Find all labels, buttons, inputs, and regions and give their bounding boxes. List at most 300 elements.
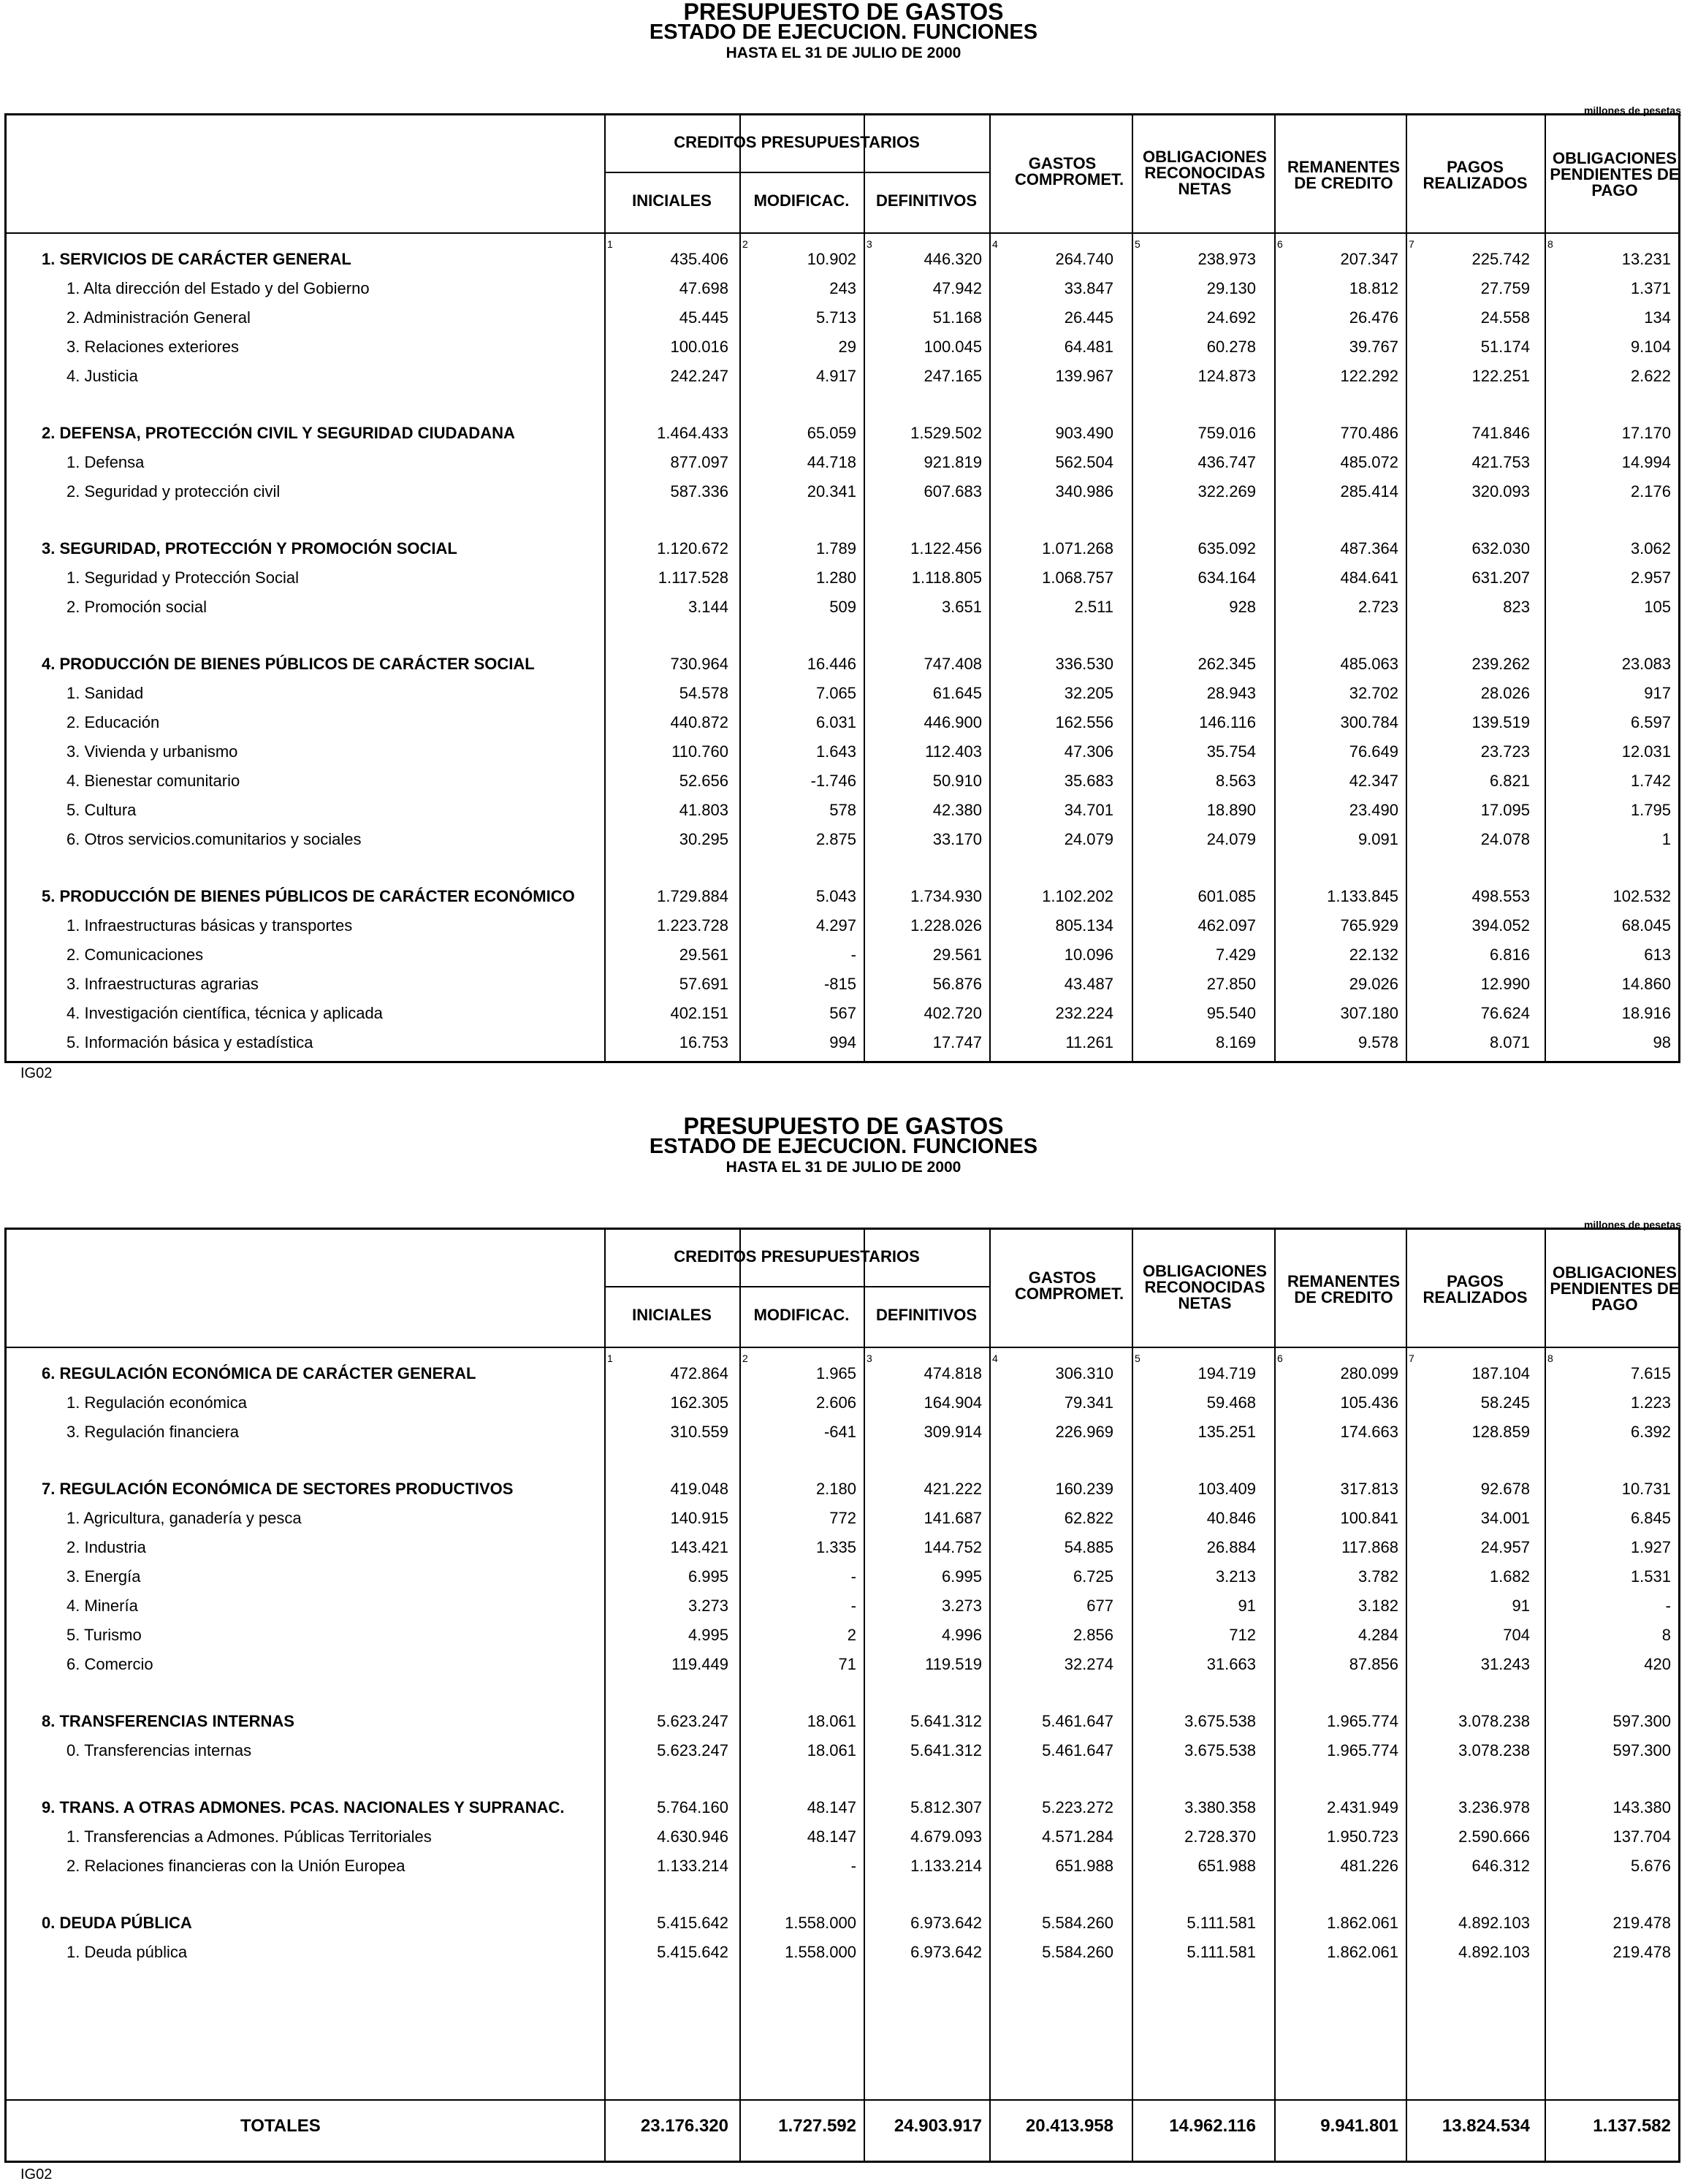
row-value: 2.431.949 — [1327, 1798, 1398, 1816]
row-value: 1.529.502 — [910, 424, 982, 442]
row-value: 42.380 — [932, 801, 982, 819]
row-value: 5.111.581 — [1187, 1943, 1256, 1961]
row-value: 119.519 — [925, 1655, 982, 1673]
col-number-3: 3 — [867, 1352, 872, 1364]
row-value: 52.656 — [679, 772, 728, 790]
row-value: 26.884 — [1206, 1538, 1256, 1556]
row-value: 6.821 — [1489, 772, 1530, 790]
table-row — [7, 684, 1678, 710]
row-value: 59.468 — [1206, 1393, 1256, 1412]
row-value: 1.071.268 — [1042, 539, 1113, 558]
row-value: 462.097 — [1197, 916, 1256, 935]
table-row — [7, 482, 1678, 509]
row-value: 562.504 — [1055, 453, 1113, 471]
table-row — [7, 1655, 1678, 1681]
row-value: 23.723 — [1480, 742, 1530, 761]
row-value: 1.643 — [815, 742, 856, 761]
col-number-1: 1 — [607, 238, 613, 250]
row-value: 310.559 — [670, 1423, 728, 1441]
row-value: 20.341 — [807, 482, 856, 501]
row-value: 3.782 — [1357, 1567, 1398, 1586]
row-value: 139.967 — [1055, 367, 1113, 385]
total-remanentes: 9.941.801 — [1320, 2116, 1398, 2136]
row-value: 1.965 — [815, 1364, 856, 1382]
row-value: 309.914 — [924, 1423, 982, 1441]
row-value: 635.092 — [1197, 539, 1256, 558]
row-value: 102.532 — [1612, 887, 1671, 905]
row-value: 242.247 — [670, 367, 728, 385]
row-value: 436.747 — [1197, 453, 1256, 471]
row-value: 420 — [1644, 1655, 1671, 1673]
page-2 — [0, 1114, 1687, 2184]
row-value: 39.767 — [1349, 338, 1398, 356]
table-row-group — [7, 1480, 1678, 1506]
row-value: 759.016 — [1197, 424, 1256, 442]
row-value: 2.590.666 — [1458, 1827, 1530, 1846]
page-date: HASTA EL 31 DE JULIO DE 2000 — [726, 1159, 961, 1176]
row-value: 14.994 — [1621, 453, 1671, 471]
row-value: 164.904 — [924, 1393, 982, 1412]
row-value: 1.223 — [1630, 1393, 1671, 1412]
row-value: 48.147 — [807, 1827, 856, 1846]
table-row — [7, 1423, 1678, 1449]
row-value: 419.048 — [670, 1480, 728, 1498]
row-label: 1. Deuda pública — [66, 1943, 188, 1961]
row-value: 5.223.272 — [1042, 1798, 1113, 1816]
row-value: 1.965.774 — [1327, 1712, 1398, 1730]
row-value: 4.892.103 — [1458, 1943, 1530, 1961]
header-creditos: CREDITOS PRESUPUESTARIOS — [674, 1247, 920, 1266]
row-value: 29.561 — [932, 945, 982, 964]
row-label: 9. TRANS. A OTRAS ADMONES. PCAS. NACIONALES Y SUPRANAC. — [42, 1798, 565, 1816]
row-label: 1. Seguridad y Protección Social — [66, 568, 299, 587]
table-row — [7, 742, 1678, 769]
row-value: 651.988 — [1055, 1857, 1113, 1875]
row-value: 4.917 — [815, 367, 856, 385]
row-value: 704 — [1503, 1626, 1530, 1644]
header-pendientes: OBLIGACIONES PENDIENTES DE PAGO — [1550, 149, 1680, 199]
row-value: 10.096 — [1064, 945, 1113, 964]
row-value: 6.597 — [1630, 713, 1671, 731]
row-value: 4.995 — [688, 1626, 728, 1644]
table-row — [7, 1597, 1678, 1623]
row-value: 18.916 — [1621, 1004, 1671, 1022]
row-value: 3.182 — [1357, 1597, 1398, 1615]
row-value: 394.052 — [1471, 916, 1530, 935]
row-value: 5.415.642 — [657, 1943, 728, 1961]
row-value: - — [850, 1857, 856, 1875]
table-row-group — [7, 1798, 1678, 1825]
row-value: 903.490 — [1055, 424, 1113, 442]
row-value: 1.102.202 — [1042, 887, 1113, 905]
row-value: 3.675.538 — [1184, 1712, 1256, 1730]
row-value: 402.720 — [924, 1004, 982, 1022]
row-value: 28.026 — [1480, 684, 1530, 702]
row-value: 100.841 — [1340, 1509, 1398, 1527]
row-value: 435.406 — [670, 250, 728, 268]
table-row-group — [7, 1914, 1678, 1940]
header-obligaciones: OBLIGACIONES RECONOCIDAS NETAS — [1143, 1262, 1267, 1312]
row-label: 1. Alta dirección del Estado y del Gobierno — [66, 279, 370, 297]
row-value: 143.380 — [1612, 1798, 1671, 1816]
row-label: 3. Relaciones exteriores — [66, 338, 240, 356]
page-date: HASTA EL 31 DE JULIO DE 2000 — [726, 45, 961, 61]
table-row — [7, 801, 1678, 827]
row-value: 597.300 — [1612, 1712, 1671, 1730]
row-value: 124.873 — [1197, 367, 1256, 385]
row-value: 1.133.214 — [657, 1857, 728, 1875]
row-value: 44.718 — [807, 453, 856, 471]
row-value: 103.409 — [1197, 1480, 1256, 1498]
row-value: 1.729.884 — [657, 887, 728, 905]
row-value: 421.753 — [1471, 453, 1530, 471]
row-value: 141.687 — [924, 1509, 982, 1527]
row-value: 207.347 — [1340, 250, 1398, 268]
totals-label: TOTALES — [240, 2116, 321, 2136]
table-row — [7, 1033, 1678, 1059]
table-row — [7, 975, 1678, 1001]
row-label: 4. Investigación científica, técnica y aplicada — [66, 1004, 383, 1022]
row-value: 29.026 — [1349, 975, 1398, 993]
row-value: 1.950.723 — [1327, 1827, 1398, 1846]
row-value: 98 — [1653, 1033, 1671, 1051]
page-title: PRESUPUESTO DE GASTOS — [683, 1113, 1004, 1139]
row-label: 1. Agricultura, ganadería y pesca — [66, 1509, 302, 1527]
row-value: 1.862.061 — [1327, 1943, 1398, 1961]
row-label: 2. Relaciones financieras con la Unión Europea — [66, 1857, 405, 1875]
row-value: -1.746 — [810, 772, 856, 790]
table-row — [7, 453, 1678, 479]
row-value: 112.403 — [925, 742, 982, 761]
col-number-4: 4 — [992, 1352, 998, 1364]
row-value: 6.973.642 — [910, 1914, 982, 1932]
row-label: 2. Seguridad y protección civil — [66, 482, 281, 501]
row-value: 6.392 — [1630, 1423, 1671, 1441]
row-value: 8.071 — [1489, 1033, 1530, 1051]
row-value: 187.104 — [1471, 1364, 1530, 1382]
row-value: 1.789 — [815, 539, 856, 558]
header-pagos: PAGOS REALIZADOS — [1423, 158, 1528, 192]
row-value: 805.134 — [1055, 916, 1113, 935]
row-value: 8 — [1661, 1626, 1671, 1644]
table-row-group — [7, 424, 1678, 450]
row-value: 1.120.672 — [657, 539, 728, 558]
row-value: 27.850 — [1206, 975, 1256, 993]
table-row — [7, 1567, 1678, 1594]
row-value: 730.964 — [670, 655, 728, 673]
row-value: 12.031 — [1621, 742, 1671, 761]
header-iniciales: INICIALES — [632, 191, 712, 210]
row-value: 3.062 — [1630, 539, 1671, 558]
row-value: 32.205 — [1064, 684, 1113, 702]
row-value: 134 — [1644, 308, 1671, 327]
row-value: 474.818 — [924, 1364, 982, 1382]
row-value: -815 — [823, 975, 856, 993]
row-value: 23.083 — [1621, 655, 1671, 673]
row-value: 4.571.284 — [1042, 1827, 1113, 1846]
total-pendientes: 1.137.582 — [1593, 2116, 1671, 2136]
row-value: 35.754 — [1206, 742, 1256, 761]
row-value: 24.078 — [1480, 830, 1530, 848]
row-value: 1.531 — [1630, 1567, 1671, 1586]
row-value: 238.973 — [1197, 250, 1256, 268]
row-value: 17.747 — [932, 1033, 982, 1051]
row-value: 1.927 — [1630, 1538, 1671, 1556]
row-label: 3. SEGURIDAD, PROTECCIÓN Y PROMOCIÓN SOCIAL — [42, 539, 457, 558]
row-value: 877.097 — [670, 453, 728, 471]
row-value: 3.078.238 — [1458, 1741, 1530, 1759]
row-value: 6.995 — [688, 1567, 728, 1586]
table-row-group — [7, 250, 1678, 276]
row-label: 3. Vivienda y urbanismo — [66, 742, 238, 761]
total-pagos: 13.824.534 — [1442, 2116, 1530, 2136]
row-value: 1.862.061 — [1327, 1914, 1398, 1932]
row-value: 26.476 — [1349, 308, 1398, 327]
col-number-3: 3 — [867, 238, 872, 250]
row-value: 3.144 — [688, 598, 728, 616]
row-value: 631.207 — [1471, 568, 1530, 587]
row-value: 487.364 — [1340, 539, 1398, 558]
row-value: 16.753 — [679, 1033, 728, 1051]
row-value: 765.929 — [1340, 916, 1398, 935]
row-value: 1.117.528 — [658, 568, 728, 587]
table-row — [7, 1943, 1678, 1969]
row-value: 51.168 — [932, 308, 982, 327]
row-value: 29.130 — [1206, 279, 1256, 297]
col-number-5: 5 — [1135, 238, 1140, 250]
row-value: 4.892.103 — [1458, 1914, 1530, 1932]
col-number-2: 2 — [742, 238, 748, 250]
row-value: 1.133.845 — [1327, 887, 1398, 905]
row-label: 2. Comunicaciones — [66, 945, 204, 964]
row-value: 5.812.307 — [910, 1798, 982, 1816]
row-value: 32.702 — [1349, 684, 1398, 702]
row-value: 10.731 — [1621, 1480, 1671, 1498]
row-value: 58.245 — [1480, 1393, 1530, 1412]
col-number-6: 6 — [1277, 1352, 1283, 1364]
footer-code: IG02 — [20, 1065, 53, 1081]
row-value: 1.371 — [1630, 279, 1671, 297]
row-value: 5.584.260 — [1042, 1943, 1113, 1961]
row-label: 4. PRODUCCIÓN DE BIENES PÚBLICOS DE CARÁCTER SOCIAL — [42, 655, 535, 673]
row-value: 2.957 — [1630, 568, 1671, 587]
total-gastos: 20.413.958 — [1025, 2116, 1113, 2136]
row-value: 47.698 — [679, 279, 728, 297]
table-row — [7, 772, 1678, 798]
row-label: 1. Transferencias a Admones. Públicas Territoriales — [66, 1827, 432, 1846]
header-definitivos: DEFINITIVOS — [875, 191, 978, 210]
row-value: 1.682 — [1489, 1567, 1530, 1586]
row-value: 28.943 — [1206, 684, 1256, 702]
row-value: 3.273 — [941, 1597, 982, 1615]
row-value: 135.251 — [1197, 1423, 1256, 1441]
table-row-group — [7, 887, 1678, 913]
row-value: 226.969 — [1055, 1423, 1113, 1441]
row-value: 139.519 — [1471, 713, 1530, 731]
row-label: 4. Bienestar comunitario — [66, 772, 240, 790]
row-value: 91 — [1238, 1597, 1256, 1615]
row-value: 14.860 — [1621, 975, 1671, 993]
row-value: 928 — [1229, 598, 1256, 616]
row-value: 143.421 — [670, 1538, 728, 1556]
row-value: 51.174 — [1480, 338, 1530, 356]
row-value: 174.663 — [1340, 1423, 1398, 1441]
units-label: millones de pesetas — [1583, 1219, 1681, 1230]
table-row — [7, 830, 1678, 856]
header-creditos: CREDITOS PRESUPUESTARIOS — [674, 133, 920, 151]
row-value: 9.578 — [1357, 1033, 1398, 1051]
row-value: 45.445 — [679, 308, 728, 327]
row-value: 5.641.312 — [910, 1712, 982, 1730]
table-row — [7, 1857, 1678, 1883]
row-value: 35.683 — [1064, 772, 1113, 790]
row-value: 484.641 — [1340, 568, 1398, 587]
total-iniciales: 23.176.320 — [640, 2116, 728, 2136]
row-value: 40.846 — [1206, 1509, 1256, 1527]
row-value: 194.719 — [1197, 1364, 1256, 1382]
row-value: 597.300 — [1612, 1741, 1671, 1759]
header-gastos: GASTOS COMPROMET. — [1015, 1268, 1124, 1303]
row-value: 651.988 — [1197, 1857, 1256, 1875]
row-value: 17.170 — [1621, 424, 1671, 442]
row-label: 0. DEUDA PÚBLICA — [42, 1914, 192, 1932]
row-value: 12.990 — [1480, 975, 1530, 993]
row-value: 18.061 — [807, 1741, 856, 1759]
row-value: 587.336 — [670, 482, 728, 501]
row-value: 146.116 — [1199, 713, 1256, 731]
row-value: 772 — [829, 1509, 856, 1527]
page-title: PRESUPUESTO DE GASTOS — [683, 0, 1004, 25]
row-value: 646.312 — [1471, 1857, 1530, 1875]
row-label: 6. Otros servicios.comunitarios y sociales — [66, 830, 362, 848]
row-value: 1.118.805 — [911, 568, 982, 587]
row-value: 225.742 — [1471, 250, 1530, 268]
row-value: 128.859 — [1471, 1423, 1530, 1441]
row-value: - — [850, 1567, 856, 1586]
row-value: 2.511 — [1074, 598, 1113, 616]
header-definitivos: DEFINITIVOS — [875, 1306, 978, 1324]
table-row — [7, 1827, 1678, 1854]
row-value: 264.740 — [1055, 250, 1113, 268]
row-value: 3.380.358 — [1184, 1798, 1256, 1816]
table-row — [7, 308, 1678, 335]
table-row — [7, 598, 1678, 624]
row-value: 76.624 — [1480, 1004, 1530, 1022]
row-value: 60.278 — [1206, 338, 1256, 356]
row-value: 336.530 — [1055, 655, 1113, 673]
row-value: 472.864 — [670, 1364, 728, 1382]
row-value: 119.449 — [671, 1655, 728, 1673]
total-definitivos: 24.903.917 — [894, 2116, 982, 2136]
row-value: 100.045 — [924, 338, 982, 356]
row-value: 91 — [1512, 1597, 1530, 1615]
row-value: 2.723 — [1357, 598, 1398, 616]
col-number-8: 8 — [1547, 238, 1553, 250]
row-value: 79.341 — [1064, 1393, 1113, 1412]
row-value: 9.091 — [1357, 830, 1398, 848]
row-value: 601.085 — [1197, 887, 1256, 905]
row-value: 9.104 — [1630, 338, 1671, 356]
header-pagos: PAGOS REALIZADOS — [1423, 1272, 1528, 1306]
table-row — [7, 338, 1678, 364]
row-value: 24.079 — [1064, 830, 1113, 848]
row-value: 43.487 — [1064, 975, 1113, 993]
row-value: 62.822 — [1064, 1509, 1113, 1527]
row-value: 4.297 — [815, 916, 856, 935]
row-value: 747.408 — [924, 655, 982, 673]
row-value: 243 — [829, 279, 856, 297]
row-label: 3. Energía — [66, 1567, 141, 1586]
row-value: 137.704 — [1612, 1827, 1671, 1846]
row-value: 29 — [838, 338, 856, 356]
row-value: 64.481 — [1064, 338, 1113, 356]
row-value: 3.651 — [941, 598, 982, 616]
row-value: 110.760 — [671, 742, 728, 761]
row-value: 677 — [1086, 1597, 1113, 1615]
row-value: 634.164 — [1197, 568, 1256, 587]
col-number-4: 4 — [992, 238, 998, 250]
row-value: 1 — [1661, 830, 1671, 848]
row-value: 320.093 — [1471, 482, 1530, 501]
row-value: 92.678 — [1480, 1480, 1530, 1498]
col-number-7: 7 — [1409, 1352, 1414, 1364]
table-row-group — [7, 1712, 1678, 1738]
row-value: - — [850, 1597, 856, 1615]
row-value: 485.072 — [1340, 453, 1398, 471]
row-value: 71 — [838, 1655, 856, 1673]
row-value: 917 — [1644, 684, 1671, 702]
row-value: 50.910 — [932, 772, 982, 790]
row-value: 6.845 — [1630, 1509, 1671, 1527]
row-value: 122.251 — [1471, 367, 1530, 385]
row-value: 446.320 — [924, 250, 982, 268]
row-value: 340.986 — [1055, 482, 1113, 501]
row-value: 4.630.946 — [657, 1827, 728, 1846]
table-row-group — [7, 539, 1678, 566]
row-label: 5. Información básica y estadística — [66, 1033, 313, 1051]
row-value: 27.759 — [1480, 279, 1530, 297]
row-value: 247.165 — [924, 367, 982, 385]
row-value: 24.957 — [1480, 1538, 1530, 1556]
row-label: 6. Comercio — [66, 1655, 153, 1673]
row-value: 122.292 — [1340, 367, 1398, 385]
row-value: 5.111.581 — [1187, 1914, 1256, 1932]
col-number-7: 7 — [1409, 238, 1414, 250]
row-value: 5.043 — [815, 887, 856, 905]
row-value: 47.306 — [1064, 742, 1113, 761]
row-value: 5.415.642 — [657, 1914, 728, 1932]
row-value: 481.226 — [1340, 1857, 1398, 1875]
row-value: 3.273 — [688, 1597, 728, 1615]
col-number-2: 2 — [742, 1352, 748, 1364]
row-value: 33.847 — [1064, 279, 1113, 297]
row-value: 3.213 — [1215, 1567, 1256, 1586]
row-value: 65.059 — [807, 424, 856, 442]
row-value: 29.561 — [679, 945, 728, 964]
row-value: 18.812 — [1349, 279, 1398, 297]
row-value: 823 — [1503, 598, 1530, 616]
row-value: 578 — [829, 801, 856, 819]
header-gastos: GASTOS COMPROMET. — [1015, 154, 1124, 189]
col-number-8: 8 — [1547, 1352, 1553, 1364]
row-value: 446.900 — [924, 713, 982, 731]
row-label: 6. REGULACIÓN ECONÓMICA DE CARÁCTER GENERAL — [42, 1364, 476, 1382]
row-value: 57.691 — [679, 975, 728, 993]
row-value: 34.701 — [1064, 801, 1113, 819]
col-number-6: 6 — [1277, 238, 1283, 250]
row-value: 440.872 — [670, 713, 728, 731]
table-row — [7, 1004, 1678, 1030]
